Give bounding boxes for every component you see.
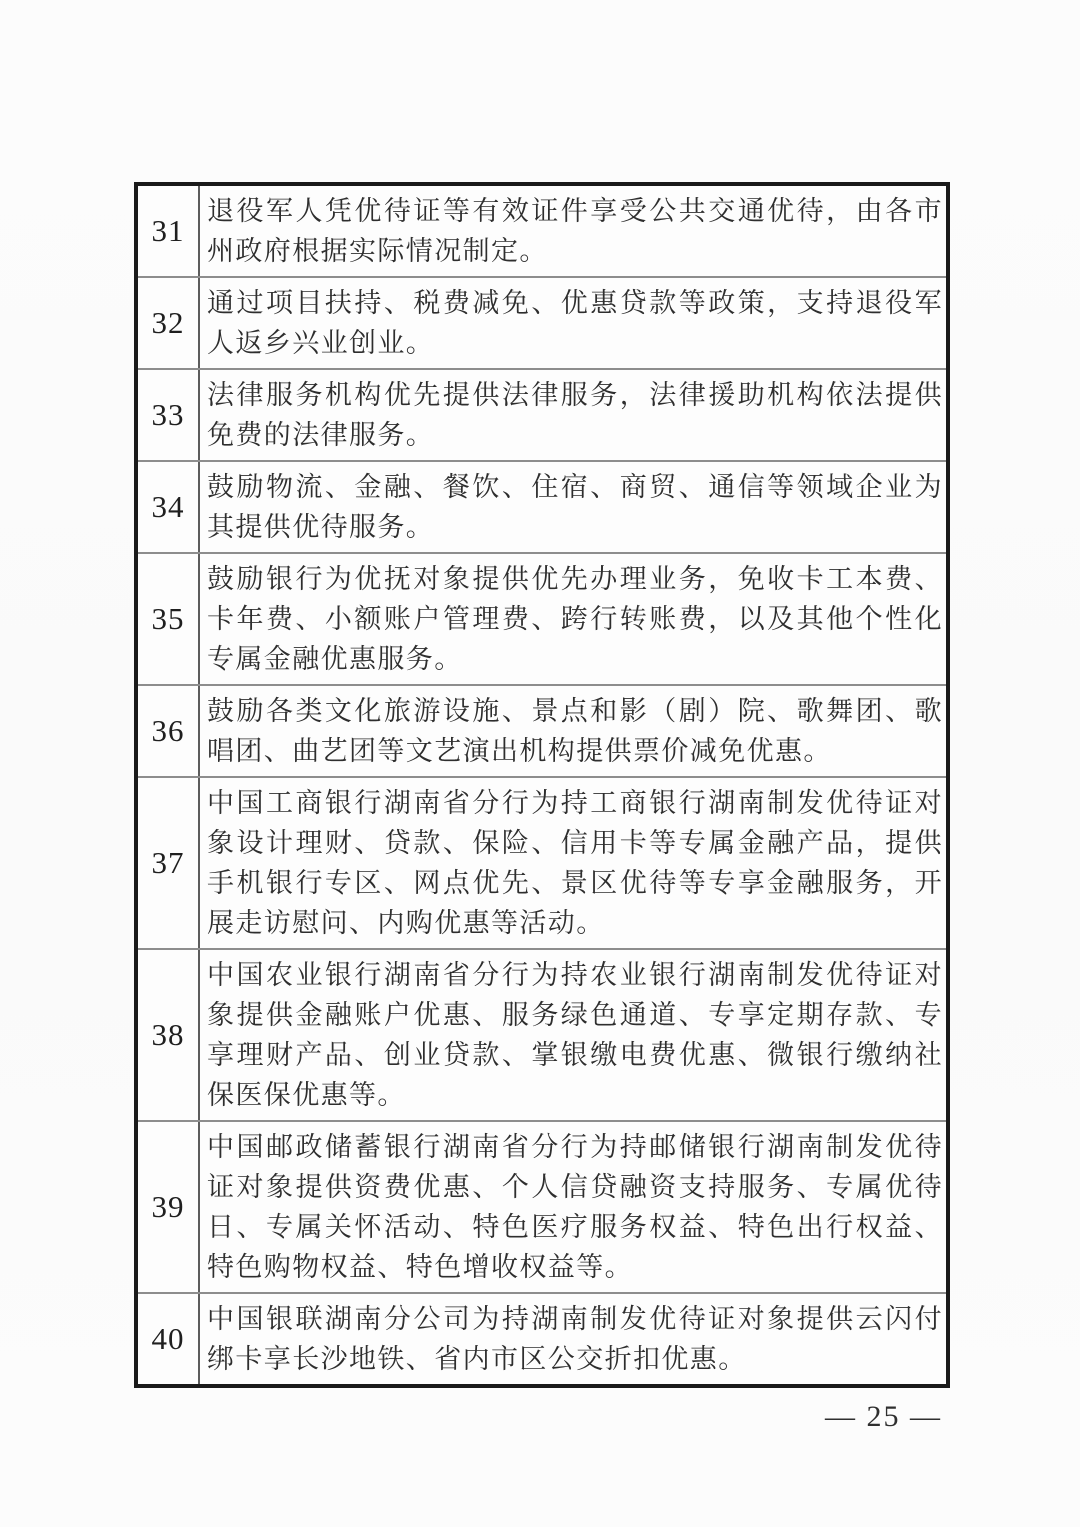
- row-number-cell: 40: [138, 1294, 200, 1384]
- row-text-cell: 退役军人凭优待证等有效证件享受公共交通优待，由各市州政府根据实际情况制定。: [207, 196, 943, 266]
- row-number-cell: 33: [138, 370, 200, 460]
- row-number-cell: 39: [138, 1122, 200, 1292]
- row-text-cell: 中国邮政储蓄银行湖南省分行为持邮储银行湖南制发优待证对象提供资费优惠、个人信贷融资支持服务、专属优待日、专属关怀活动、特色医疗服务权益、特色出行权益、特色购物权益、特色增收权益等。: [207, 1132, 943, 1282]
- row-number-cell: 35: [138, 554, 200, 684]
- row-text-cell: 中国银联湖南分公司为持湖南制发优待证对象提供云闪付绑卡享长沙地铁、省内市区公交折扣优惠。: [207, 1304, 943, 1374]
- row-number-cell: 31: [138, 186, 200, 276]
- row-text-cell: 中国农业银行湖南省分行为持农业银行湖南制发优待证对象提供金融账户优惠、服务绿色通道、专享定期存款、专享理财产品、创业贷款、掌银缴电费优惠、微银行缴纳社保医保优惠等。: [207, 960, 943, 1110]
- row-text-cell: 鼓励各类文化旅游设施、景点和影（剧）院、歌舞团、歌唱团、曲艺团等文艺演出机构提供票价减免优惠。: [207, 696, 943, 766]
- row-number-cell: 34: [138, 462, 200, 552]
- row-text-cell: 法律服务机构优先提供法律服务，法律援助机构依法提供免费的法律服务。: [207, 380, 943, 450]
- table-row: [138, 1120, 946, 1292]
- row-number-cell: 38: [138, 950, 200, 1120]
- table-row: [138, 276, 946, 368]
- table-row: [138, 948, 946, 1120]
- row-text-cell: 鼓励银行为优抚对象提供优先办理业务，免收卡工本费、卡年费、小额账户管理费、跨行转账费，以及其他个性化专属金融优惠服务。: [207, 564, 943, 674]
- row-text-cell: 中国工商银行湖南省分行为持工商银行湖南制发优待证对象设计理财、贷款、保险、信用卡等专属金融产品，提供手机银行专区、网点优先、景区优待等专享金融服务，开展走访慰问、内购优惠等活动。: [207, 788, 943, 938]
- table-row: [138, 368, 946, 460]
- table-row: [138, 684, 946, 776]
- table-row: [138, 1292, 946, 1384]
- table-row: [138, 776, 946, 948]
- table-row: [138, 552, 946, 684]
- benefits-table: [134, 182, 950, 1388]
- table-row: [138, 460, 946, 552]
- row-text-cell: 通过项目扶持、税费减免、优惠贷款等政策，支持退役军人返乡兴业创业。: [207, 288, 943, 358]
- page-number: — 25 —: [825, 1400, 942, 1433]
- table-row: [138, 186, 946, 276]
- row-number-cell: 36: [138, 686, 200, 776]
- row-text-cell: 鼓励物流、金融、餐饮、住宿、商贸、通信等领域企业为其提供优待服务。: [207, 472, 943, 542]
- row-number-cell: 37: [138, 778, 200, 948]
- row-number-cell: 32: [138, 278, 200, 368]
